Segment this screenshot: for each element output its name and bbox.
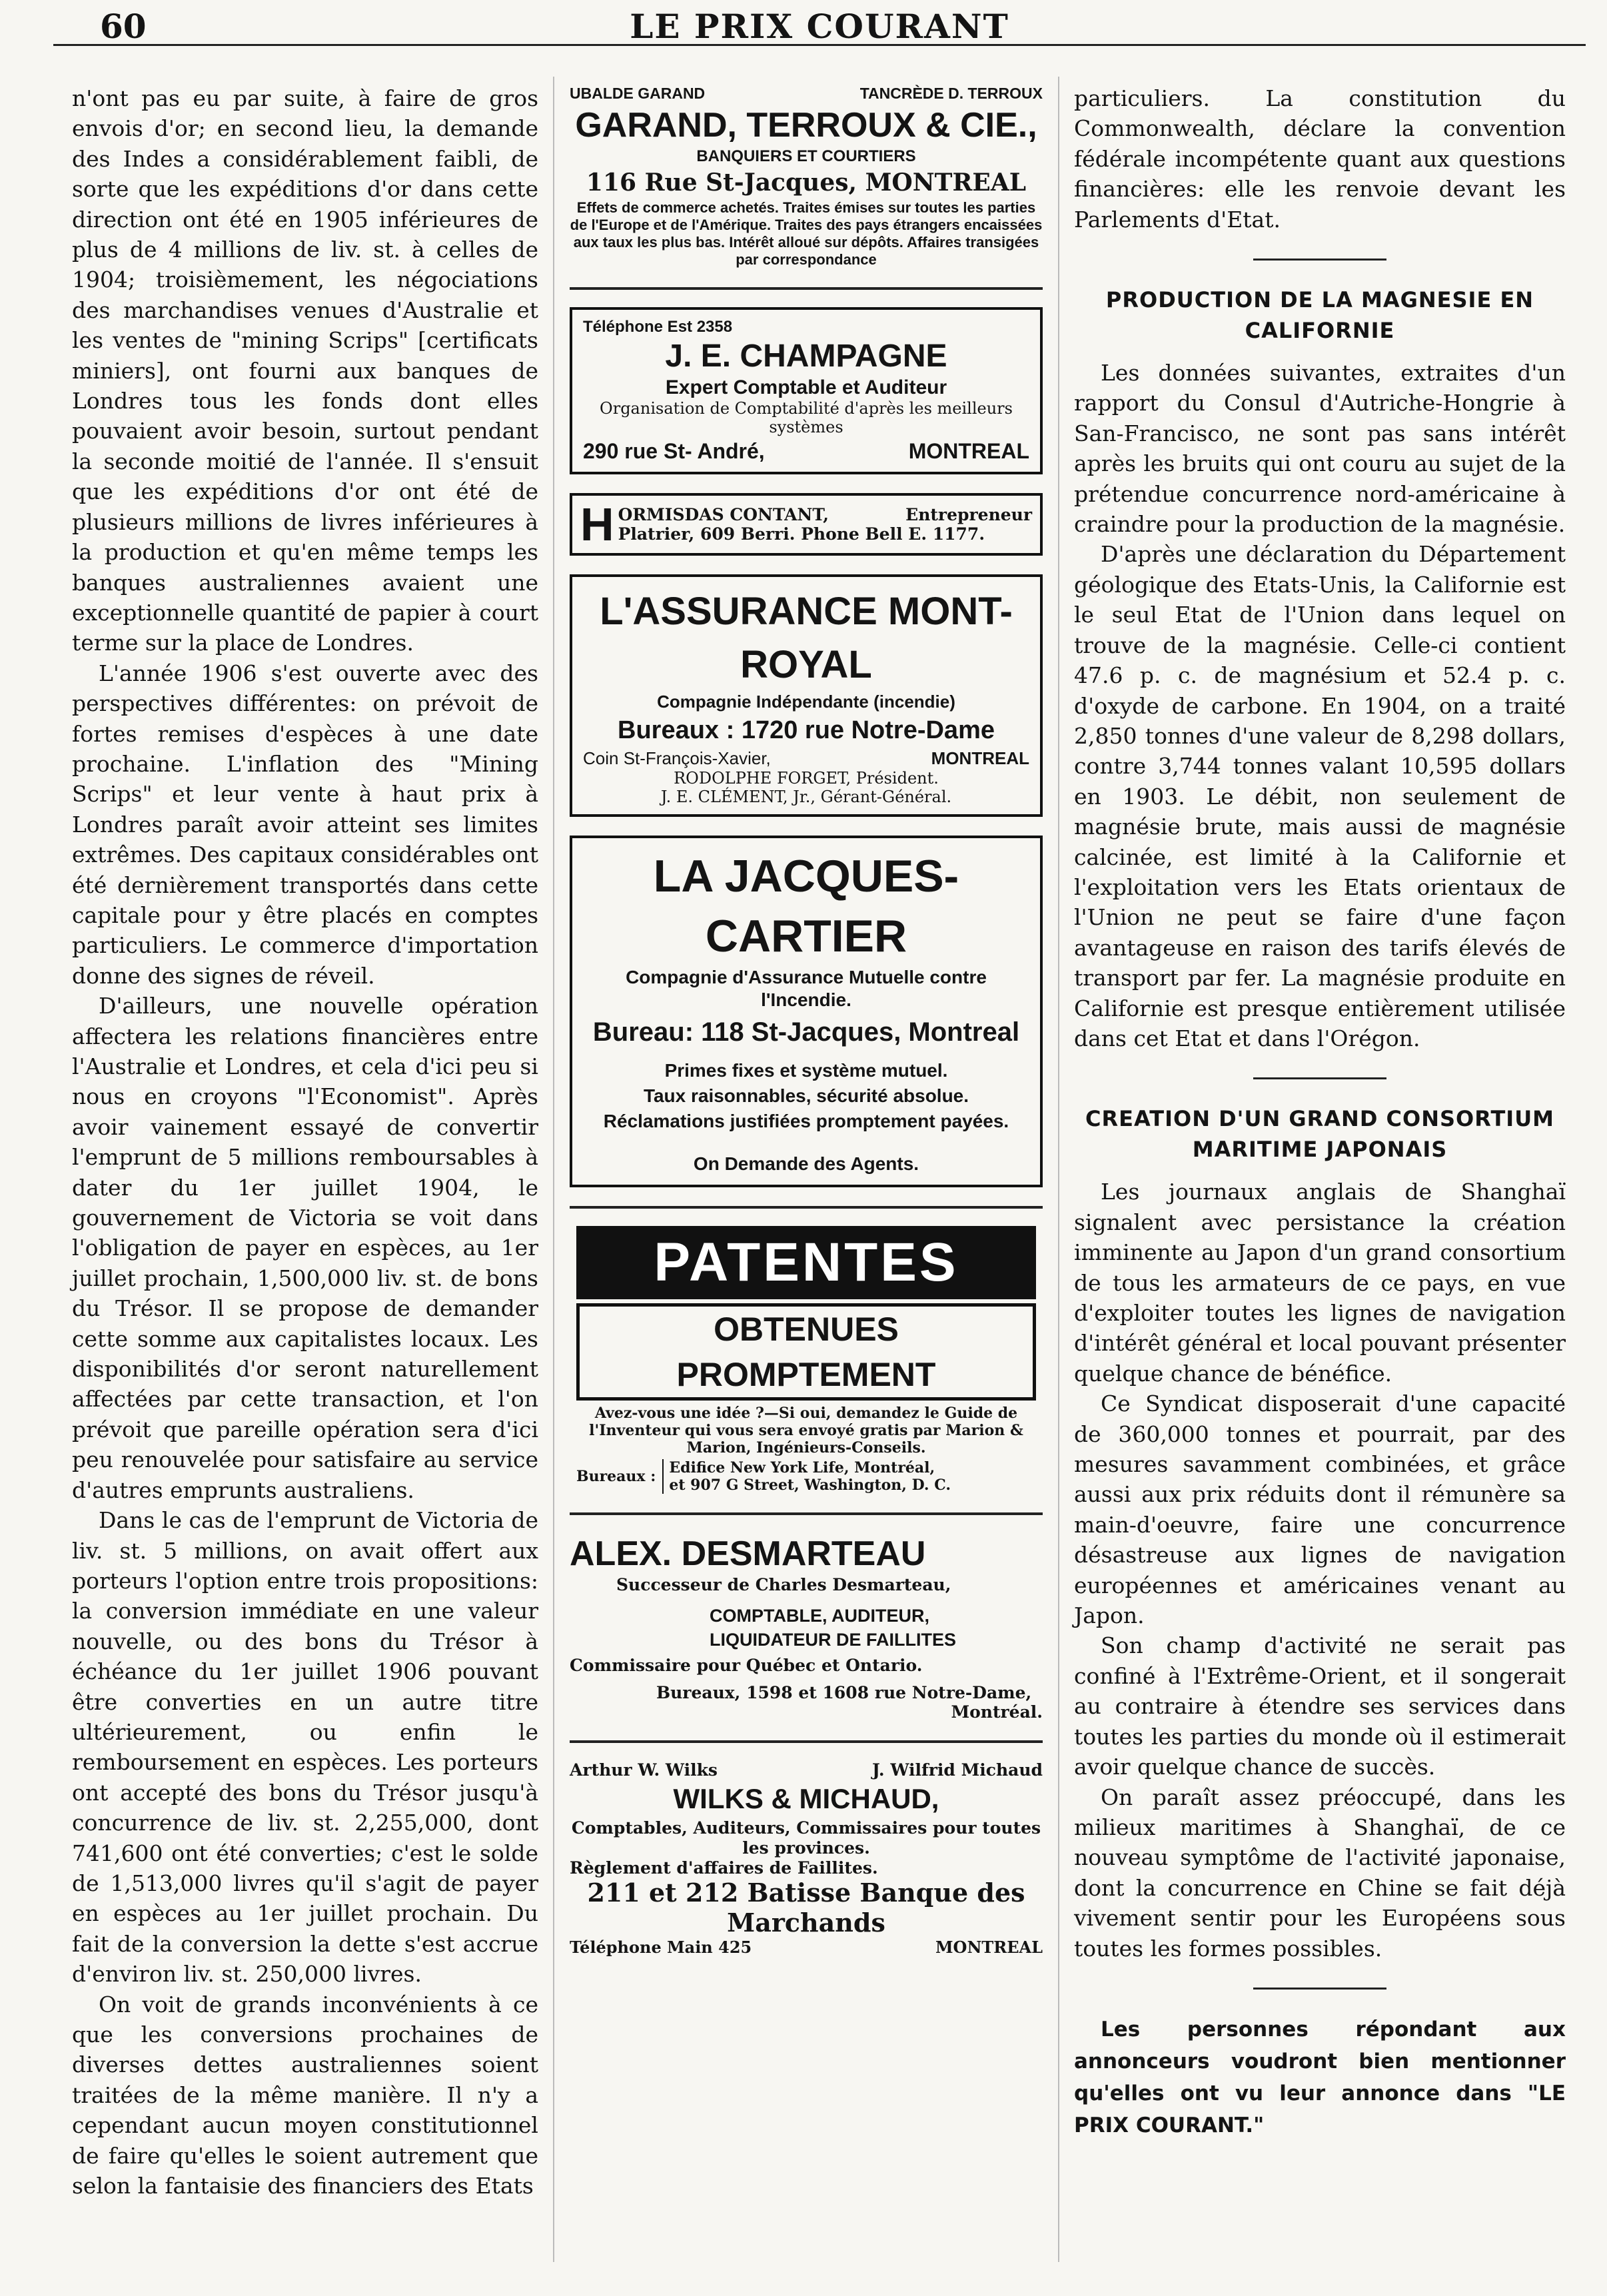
patentes-bureau: Edifice New York Life, Montréal,: [669, 1459, 935, 1476]
insurer-bureau: Bureau: 118 St-Jacques, Montreal: [592, 1017, 1020, 1047]
insurer-type: Compagnie d'Assurance Mutuelle contre l'Incendie.: [626, 967, 987, 1010]
insurer-city: MONTREAL: [931, 748, 1029, 768]
column-divider-left: [553, 77, 554, 2262]
ad-desmarteau: [570, 1532, 1043, 1722]
drop-initial: H: [580, 498, 614, 550]
partner-name: TANCRÈDE D. TERROUX: [859, 85, 1043, 102]
firm-name: GARAND, TERROUX & CIE.,: [575, 106, 1037, 145]
firm-address: 211 et 212 Batisse Banque des Marchands: [587, 1878, 1025, 1938]
insurer-manager: J. E. CLÉMENT, Jr., Gérant-Général.: [660, 788, 952, 806]
article-divider: [1253, 1988, 1386, 1990]
ad-separator: [570, 1512, 1043, 1515]
ad-jacques-cartier: [570, 836, 1043, 1187]
ad-wilks-michaud: [570, 1760, 1043, 1957]
ad-contant: [570, 493, 1043, 556]
advertisements-column: [570, 83, 1043, 1976]
insurer-feature: Réclamations justifiées promptement payées.: [603, 1111, 1009, 1131]
firm-address: 116 Rue St-Jacques, MONTREAL: [586, 169, 1027, 197]
insurer-president: RODOLPHE FORGET, Président.: [674, 769, 939, 788]
advertiser-role: Expert Comptable et Auditeur: [665, 376, 947, 398]
page-number: 60: [100, 7, 147, 46]
advertiser-successor: Successeur de Charles Desmarteau,: [616, 1575, 951, 1594]
advertiser-city: MONTREAL: [908, 439, 1029, 463]
insurer-bureau: Bureaux : 1720 rue Notre-Dame: [618, 716, 995, 744]
advertiser-notice: Les personnes répondant aux annonceurs voudront bien mentionner qu'elles ont vu leur annonce dans "LE PRIX COURANT.": [1074, 2017, 1566, 2137]
contractor-name: ORMISDAS CONTANT,: [618, 505, 829, 524]
advertiser-description: Organisation de Comptabilité d'après les meilleurs systèmes: [600, 399, 1013, 436]
firm-settlement: Règlement d'affaires de Faillites.: [570, 1858, 878, 1878]
patentes-headline: PATENTES: [576, 1226, 1036, 1299]
insurer-corner: Coin St-François-Xavier,: [583, 748, 771, 768]
firm-roles: Comptables, Auditeurs, Commissaires pour toutes les provinces.: [571, 1818, 1041, 1858]
patentes-bureau: et 907 G Street, Washington, D. C.: [669, 1476, 951, 1494]
paragraph: L'année 1906 s'est ouverte avec des perspectives différentes: on prévoit de fortes remises d'espèces à une date prochaine. L'inflation des "Mining Scrips" et leur vente à haut prix à Londres paraît avoir atteint ses limites extrêmes. Des capitaux considérables ont été dernièrement transportés dans cette capitale pour y être placés en comptes particuliers. Le commerce d'importation donne des signes de réveil.: [72, 660, 538, 989]
advertiser-address: Bureaux, 1598 et 1608 rue Notre-Dame,: [656, 1683, 1032, 1702]
paragraph: On voit de grands inconvénients à ce que les conversions prochaines de diverses dettes australiennes soient traitées de la même manière. Il n'y a cependant aucun moyen constitutionnel de faire qu'elles le soient autrement que selon la fantaisie des financiers des Etats: [72, 1991, 538, 2199]
paragraph: Dans le cas de l'emprunt de Victoria de liv. st. 5 millions, on avait offert aux porteurs l'option entre trois propositions: la conversion immédiate en une valeur nouvelle, ou des bons du Trésor à échéance du 1er juillet 1906 pouvant être converties en un autre titre ultérieurement, ou enfin le remboursement en espèces. Les porteurs ont accepté des bons du Trésor jusqu'à concurrence de liv. st. 2,255,000, dont 741,600 ont été converties; c'est le solde de 1,513,000 livres qu'il s'agit de payer en espèces au 1er juillet prochain. Du fait de la conversion la dette s'est accrue d'environ liv. st. 250,000 livres.: [72, 1507, 538, 1988]
ad-separator: [570, 1740, 1043, 1743]
advertiser-address: 290 rue St- André,: [583, 439, 765, 463]
header-rule: [53, 44, 1586, 46]
patentes-subhead: OBTENUES PROMPTEMENT: [576, 1303, 1036, 1401]
paragraph: Les journaux anglais de Shanghaï signalent avec persistance la création imminente au Japon d'un grand consortium de tous les armateurs de ce pays, en vue d'exploiter toutes les lignes de navigation d'intérêt général et local pouvant présenter quelque chance de bénéfice.: [1074, 1179, 1566, 1387]
patentes-bureaux-label: Bureaux :: [576, 1468, 656, 1485]
patentes-text: Avez-vous une idée ?—Si oui, demandez le Guide de l'Inventeur qui vous sera envoyé gratis par Marion & Marion, Ingénieurs-Conseils.: [589, 1405, 1023, 1456]
advertiser-name: ALEX. DESMARTEAU: [570, 1534, 926, 1573]
insurer-type: Compagnie Indépendante (incendie): [657, 692, 955, 712]
partner-name: J. Wilfrid Michaud: [872, 1760, 1043, 1780]
advertiser-commissioner: Commissaire pour Québec et Ontario.: [570, 1656, 923, 1675]
insurer-feature: Taux raisonnables, sécurité absolue.: [643, 1085, 969, 1106]
journal-title: LE PRIX COURANT: [630, 7, 1009, 46]
paragraph: Les données suivantes, extraites d'un rapport du Consul d'Autriche-Hongrie à San-Francisco, ne sont pas sans intérêt après les bruits qui ont couru au sujet de la prétendue concurrence nord-américaine à craindre pour la production de la magnésie.: [1074, 360, 1566, 538]
article-title-consortium: CREATION D'UN GRAND CONSORTIUM MARITIME JAPONAIS: [1085, 1106, 1555, 1163]
insurer-name: L'ASSURANCE MONT-ROYAL: [600, 590, 1013, 686]
ad-garand-terroux: [570, 83, 1043, 269]
firm-name: WILKS & MICHAUD,: [673, 1783, 939, 1814]
advertiser-city: Montréal.: [951, 1702, 1043, 1722]
column-divider-right: [1058, 77, 1059, 2262]
partner-name: Arthur W. Wilks: [570, 1760, 718, 1780]
phone-number: Téléphone Est 2358: [583, 318, 733, 336]
partner-name: UBALDE GARAND: [570, 85, 706, 102]
paragraph: D'ailleurs, une nouvelle opération affectera les relations financières entre l'Australie et Londres, et cela d'ici peu si nous en croyons "l'Economist". Après avoir vainement essayé de convertir l'emprunt de 5 millions remboursables à dater du 1er juillet 1904, le gouvernement de Victoria se voit dans l'obligation de payer en espèces, au 1er juillet prochain, 1,500,000 liv. st. de bons du Trésor. Il se propose de demander cette somme aux capitalistes locaux. Les disponibilités d'or seront naturellement affectées par cette transaction, et l'on prévoit que pareille opération sera d'ici peu renouvelée pour satisfaire au service d'autres emprunts australiens.: [72, 993, 538, 1503]
ad-champagne: [570, 307, 1043, 474]
article-divider: [1253, 259, 1386, 261]
articles-column: [1074, 83, 1566, 2141]
page-header: [53, 5, 1586, 45]
article-divider: [1253, 1077, 1386, 1079]
ad-patentes: [570, 1226, 1043, 1494]
ad-assurance-mont-royal: [570, 574, 1043, 817]
contractor-role: Entrepreneur: [905, 505, 1032, 524]
paragraph: Son champ d'activité ne serait pas confiné à l'Extrême-Orient, et il songerait au contraire à étendre ses services dans toutes les parties du monde où il estimerait avoir quelque chance de succès.: [1074, 1632, 1566, 1780]
advertiser-name: J. E. CHAMPAGNE: [665, 338, 947, 374]
firm-phone: Téléphone Main 425: [570, 1938, 752, 1957]
insurer-name: LA JACQUES-CARTIER: [653, 851, 959, 961]
article-title-magnesie: PRODUCTION DE LA MAGNESIE EN CALIFORNIE: [1105, 287, 1534, 344]
paragraph: Ce Syndicat disposerait d'une capacité de 360,000 tonnes et pourrait, par des mesures savamment combinées, et grâce aussi aux prix réduits dont il rémunère sa main-d'oeuvre, faire une concurrence désastreuse aux lignes de navigation européennes et américaines venant au Japon.: [1074, 1391, 1566, 1629]
paragraph: On paraît assez préoccupé, dans les milieux maritimes à Shanghaï, de ce nouveau symptôme de l'activité japonaise, dont la concurrence en Chine se fait déjà vivement sentir pour les Européens sous toutes les formes possibles.: [1074, 1784, 1566, 1962]
contractor-address: Platrier, 609 Berri. Phone Bell E. 1177.: [618, 524, 985, 544]
paragraph: particuliers. La constitution du Commonwealth, déclare la convention fédérale incompétente quant aux questions financières: elle les renvoie devant les Parlements d'Etat.: [1074, 85, 1566, 233]
insurer-feature: Primes fixes et système mutuel.: [664, 1060, 948, 1081]
insurer-agents: On Demande des Agents.: [693, 1153, 919, 1174]
ad-separator: [570, 1206, 1043, 1209]
paragraph: n'ont pas eu par suite, à faire de gros envois d'or; en second lieu, la demande des Indes a considérablement faibli, de sorte que les expéditions d'or dans cette direction ont été en 1905 inférieures de plus de 4 millions de liv. st. à celles de 1904; troisièmement, les négociations des marchandises venues d'Australie et les ventes de "mining Scrips" [certificats miniers], ont fourni aux banques de Londres tous les fonds dont elles pouvaient avoir besoin, surtout pendant la seconde moitié de l'année. Il s'ensuit que les expéditions d'or ont été de plusieurs millions de livres inférieures à la production et qu'en même temps les banques australiennes avaient une exceptionnelle quantité de papier à court terme sur la place de Londres.: [72, 85, 538, 656]
firm-business: BANQUIERS ET COURTIERS: [696, 147, 916, 165]
firm-details: Effets de commerce achetés. Traites émises sur toutes les parties de l'Europe et de l'Amérique. Traites des pays étrangers encaissées aux taux les plus bas. Intérêt alloué sur dépôts. Affaires transigées par correspondance: [570, 199, 1043, 268]
ad-separator: [570, 287, 1043, 290]
firm-city: MONTREAL: [935, 1938, 1043, 1957]
article-continuation-column: [72, 83, 538, 2201]
advertiser-roles: COMPTABLE, AUDITEUR, LIQUIDATEUR DE FAILLITES: [710, 1606, 956, 1650]
paragraph: D'après une déclaration du Département géologique des Etats-Unis, la Californie est le seul Etat de l'Union dans lequel on trouve de la magnésie. Celle-ci contient 47.6 p. c. de magnésium et 52.4 p. c. d'oxyde de carbone. En 1904, on a traité 2,850 tonnes d'une valeur de 8,298 dollars, contre 3,744 tonnes valant 10,595 dollars en 1903. Le débit, non seulement de magnésie brute, mais aussi de magnésie calcinée, est limité à la Californie et l'exploitation vers les Etats orientaux de l'Union ne peut se faire d'une façon avantageuse en raison des tarifs élevés de transport par fer. La magnésie produite en Californie est presque entièrement utilisée dans cet Etat et dans l'Orégon.: [1074, 541, 1566, 1051]
